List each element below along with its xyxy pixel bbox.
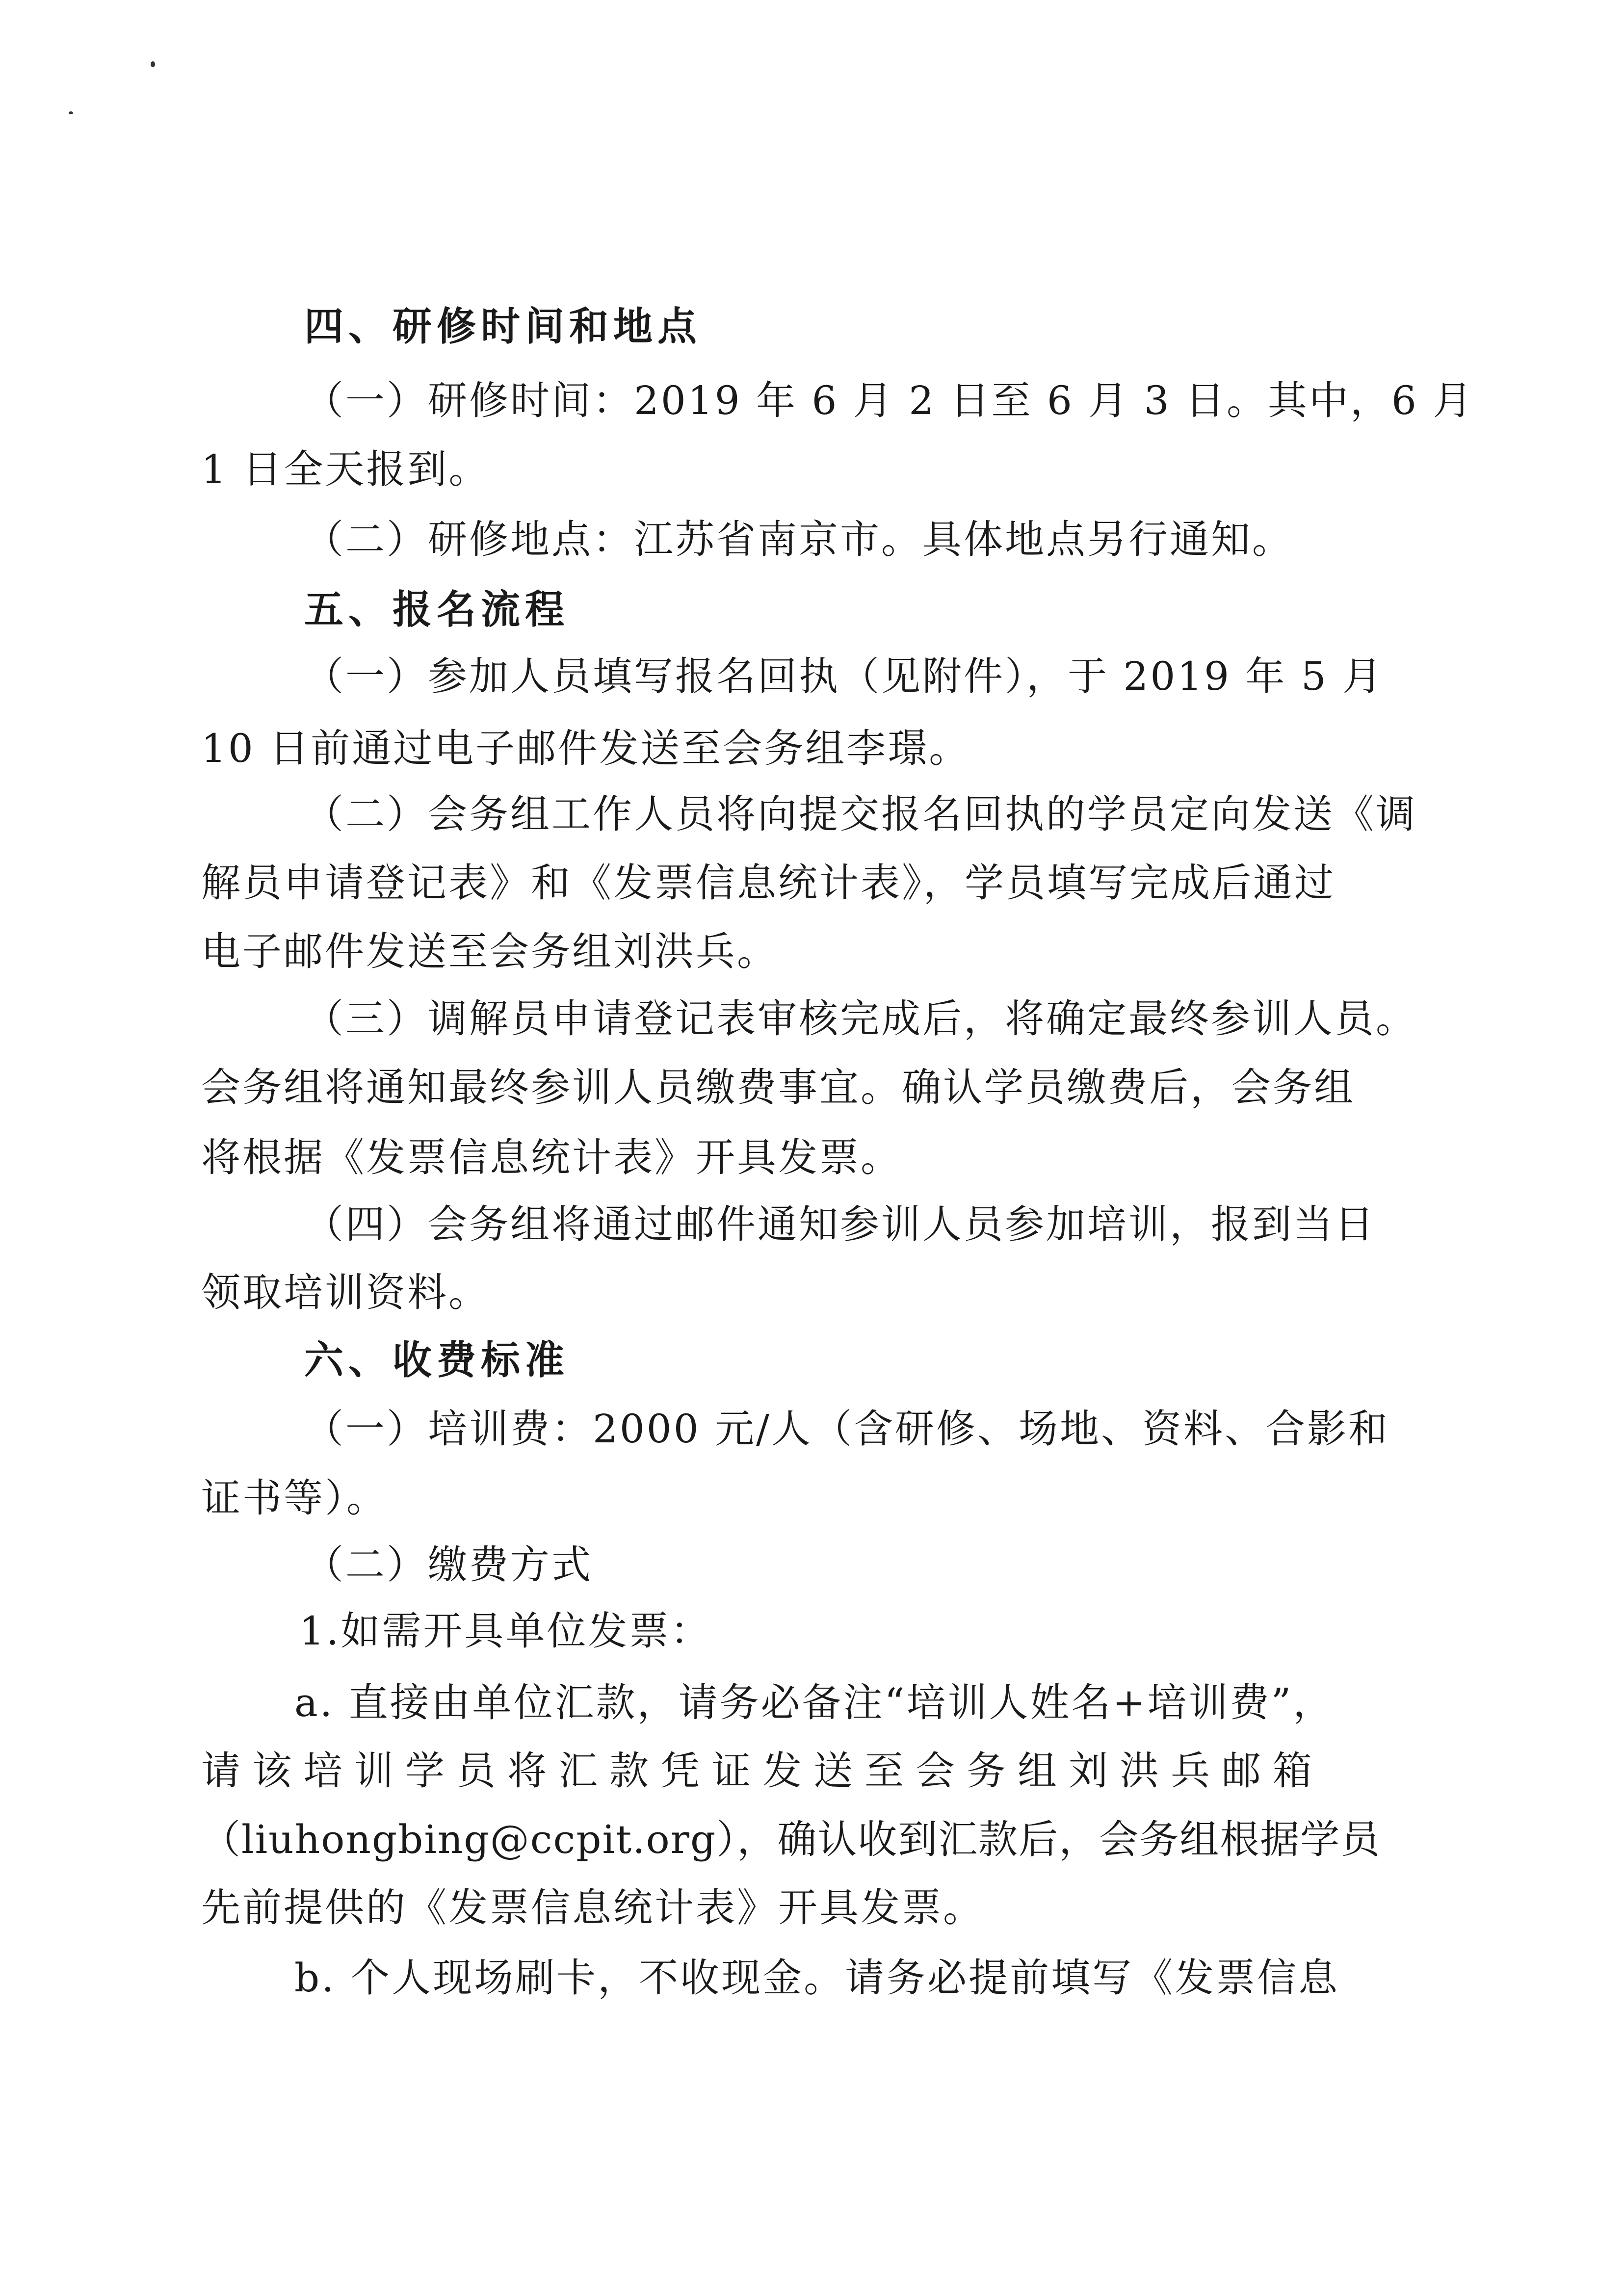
paragraph-line: 领取培训资料。 xyxy=(201,1270,490,1315)
paragraph-line: 解员申请登记表》和《发票信息统计表》，学员填写完成后通过 xyxy=(201,860,1336,906)
section-heading-6: 六、收费标准 xyxy=(304,1337,569,1383)
paragraph-line: （一）参加人员填写报名回执（见附件），于 2019 年 5 月 xyxy=(304,653,1384,699)
paragraph-line: b. 个人现场刷卡，不收现金。请务必提前填写《发票信息 xyxy=(294,1955,1340,2001)
scan-speck xyxy=(151,61,155,67)
paragraph-line: （三）调解员申请登记表审核完成后，将确定最终参训人员。 xyxy=(304,996,1417,1042)
section-heading-5: 五、报名流程 xyxy=(304,586,569,632)
paragraph-line: 电子邮件发送至会务组刘洪兵。 xyxy=(201,929,778,974)
paragraph-line: 1 日全天报到。 xyxy=(201,446,490,492)
paragraph-line: 请该培训学员将汇款凭证发送至会务组刘洪兵邮箱 xyxy=(201,1748,1324,1794)
paragraph-line: 会务组将通知最终参训人员缴费事宜。确认学员缴费后，会务组 xyxy=(201,1065,1355,1110)
paragraph-line: （二）缴费方式 xyxy=(304,1542,593,1588)
paragraph-line: （二）会务组工作人员将向提交报名回执的学员定向发送《调 xyxy=(304,791,1417,837)
paragraph-line: （二）研修地点：江苏省南京市。具体地点另行通知。 xyxy=(304,517,1293,562)
paragraph-line: 将根据《发票信息统计表》开具发票。 xyxy=(201,1135,902,1180)
paragraph-line: a. 直接由单位汇款，请务必备注“培训人姓名+培训费”， xyxy=(294,1680,1335,1725)
paragraph-line: （一）研修时间：2019 年 6 月 2 日至 6 月 3 日。其中，6 月 xyxy=(304,378,1474,423)
paragraph-line: （liuhongbing@ccpit.org），确认收到汇款后，会务组根据学员 xyxy=(201,1817,1381,1862)
paragraph-line: （四）会务组将通过邮件通知参训人员参加培训，报到当日 xyxy=(304,1201,1376,1247)
section-heading-4: 四、研修时间和地点 xyxy=(304,303,702,349)
paragraph-line: 10 日前通过电子邮件发送至会务组李璟。 xyxy=(201,726,970,771)
paragraph-line: 先前提供的《发票信息统计表》开具发票。 xyxy=(201,1885,984,1931)
paragraph-line: 1.如需开具单位发票： xyxy=(299,1608,712,1654)
paragraph-line: 证书等）。 xyxy=(201,1475,388,1521)
scan-speck xyxy=(69,111,73,114)
paragraph-line: （一）培训费：2000 元/人（含研修、场地、资料、合影和 xyxy=(304,1406,1389,1452)
